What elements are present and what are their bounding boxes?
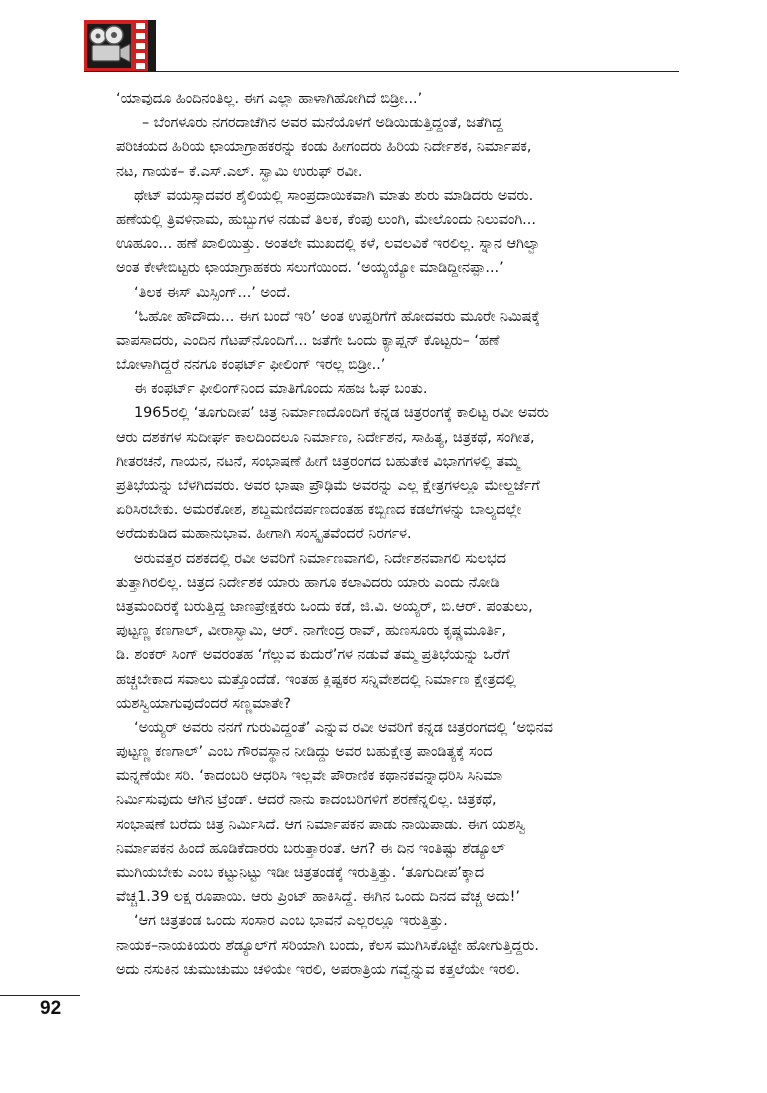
text-line: ಪುಟ್ಟಣ್ಣ ಕಣಗಾಲ್, ವೀರಾಸ್ವಾಮಿ, ಆರ್. ನಾಗೇಂದ್ರ ರಾವ್, ಹುಣಸೂರು ಕೃಷ್ಣಮೂರ್ತಿ, [116,623,506,640]
text-line: ಥೇಟ್ ವಯಸ್ಸಾದವರ ಶೈಲಿಯಲ್ಲಿ ಸಾಂಪ್ರದಾಯಿಕವಾಗಿ ಮಾತು ಶುರು ಮಾಡಿದರು ಅವರು. [134,187,534,204]
header-rule [84,71,679,72]
text-line: ಡಿ. ಶಂಕರ್ ಸಿಂಗ್ ಅವರಂತಹ ‘ಗೆಲ್ಲುವ ಕುದುರೆ’ಗಳ ನಡುವೆ ತಮ್ಮ ಪ್ರತಿಭೆಯನ್ನು ಒರೆಗೆ [116,647,510,664]
article-body [116,87,676,982]
text-line: ‘ಆಗ ಚಿತ್ರತಂಡ ಒಂದು ಸಂಸಾರ ಎಂಬ ಭಾವನೆ ಎಲ್ಲರಲ್ಲೂ ಇರುತ್ತಿತ್ತು. [134,913,448,930]
text-line: ‘ಅಯ್ಯರ್ ಅವರು ನನಗೆ ಗುರುವಿದ್ದಂತೆ’ ಎನ್ನುವ ರವೀ ಅವರಿಗೆ ಕನ್ನಡ ಚಿತ್ರರಂಗದಲ್ಲಿ ‘ಅಭಿನವ [134,719,553,736]
text-line: ನಿರ್ಮಾಪಕನ ಹಿಂದೆ ಹೂಡಿಕೆದಾರರು ಬರುತ್ತಾರಂತೆ. ಆಗ? ಈ ದಿನ ಇಂತಿಷ್ಟು ಶೆಡ್ಯೂಲ್ [116,840,505,857]
text-line: ಪ್ರತಿಭೆಯನ್ನು ಬೆಳಗಿದವರು. ಅವರ ಭಾಷಾ ಪ್ರೌಢಿಮೆ ಅವರನ್ನು ಎಲ್ಲ ಕ್ಷೇತ್ರಗಳಲ್ಲೂ ಮೇಲ್ದರ್ಜೆಗೆ [116,478,540,494]
text-line: ವೆಚ್ಚ1.39 ಲಕ್ಷ ರೂಪಾಯಿ. ಆರು ಪ್ರಿಂಟ್ ಹಾಕಿಸಿದ್ದೆ. ಈಗಿನ ಒಂದು ದಿನದ ವೆಚ್ಚ ಅದು!’ [116,889,520,906]
text-line: 1965ರಲ್ಲಿ ‘ತೂಗುದೀಪ’ ಚಿತ್ರ ನಿರ್ಮಾಣದೊಂದಿಗೆ ಕನ್ನಡ ಚಿತ್ರರಂಗಕ್ಕೆ ಕಾಲಿಟ್ಟ ರವೀ ಅವರು [134,405,549,422]
text-line: ವಾಪಸಾದರು, ಎಂದಿನ ಗೆಟಪ್‌ನೊಂದಿಗೆ... ಜತೆಗೇ ಒಂದು ಕ್ಯಾಪ್ಷನ್ ಕೊಟ್ಟರು– ‘ಹಣೆ [116,332,500,349]
text-line: ಪುಟ್ಟಣ್ಣ ಕಣಗಾಲ್’ ಎಂಬ ಗೌರವಸ್ಥಾನ ನೀಡಿದ್ದು ಅವರ ಬಹುಕ್ಷೇತ್ರ ಪಾಂಡಿತ್ಯಕ್ಕೆ ಸಂದ [116,744,493,761]
text-line: ಊಹೂಂ... ಹಣೆ ಖಾಲಿಯಿತ್ತು. ಅಂತಲೇ ಮುಖದಲ್ಲಿ ಕಳೆ, ಲವಲವಿಕೆ ಇರಲಿಲ್ಲ. ಸ್ನಾನ ಆಗಿಲ್ವಾ [116,236,541,253]
text-line: ಬೋಳಾಗಿದ್ದರೆ ನನಗೂ ಕಂಫರ್ಟ್ ಫೀಲಿಂಗ್ ಇರಲ್ಲ ಬಿಡ್ರೀ..’ [116,357,386,374]
page-number: 92 [40,998,62,1019]
footer-rule [0,995,80,996]
text-line: ಮನ್ನಣೆಯೇ ಸರಿ. ‘ಕಾದಂಬರಿ ಆಧರಿಸಿ ಇಲ್ಲವೇ ಪೌರಾಣಿಕ ಕಥಾನಕವನ್ನಾಧರಿಸಿ ಸಿನಿಮಾ [116,768,503,785]
text-line: ಪರಿಚಯದ ಹಿರಿಯ ಛಾಯಾಗ್ರಾಹಕರನ್ನು ಕಂಡು ಹೀಗಂದರು ಹಿರಿಯ ನಿರ್ದೇಶಕ, ನಿರ್ಮಾಪಕ, [116,139,532,156]
text-line: ಚಿತ್ರಮಂದಿರಕ್ಕೆ ಬರುತ್ತಿದ್ದ ಜಾಣಪ್ರೇಕ್ಷಕರು ಒಂದು ಕಡೆ, ಜಿ.ವಿ. ಅಯ್ಯರ್, ಬಿ.ಆರ್. ಪಂತುಲು, [116,598,533,615]
text-line: ತುತ್ತಾಗಿರಲಿಲ್ಲ. ಚಿತ್ರದ ನಿರ್ದೇಶಕ ಯಾರು ಹಾಗೂ ಕಲಾವಿದರು ಯಾರು ಎಂದು ನೋಡಿ [116,574,500,591]
text-line: ಸಂಭಾಷಣೆ ಬರೆದು ಚಿತ್ರ ನಿರ್ಮಿಸಿದೆ. ಆಗ ನಿರ್ಮಾಪಕನ ಪಾಡು ನಾಯಿಪಾಡು. ಈಗ ಯಶಸ್ವಿ [116,816,526,833]
text-line: ಗೀತರಚನೆ, ಗಾಯನ, ನಟನೆ, ಸಂಭಾಷಣೆ ಹೀಗೆ ಚಿತ್ರರಂಗದ ಬಹುತೇಕ ವಿಭಾಗಗಳಲ್ಲಿ ತಮ್ಮ [116,453,520,470]
text-line: ಏರಿಸಿರಬೇಕು. ಅಮರಕೋಶ, ಶಬ್ದಮಣಿದರ್ಪಣದಂತಹ ಕಬ್ಬಿಣದ ಕಡಲೆಗಳನ್ನು ಬಾಲ್ಯದಲ್ಲೇ [116,502,522,519]
text-line: ನಟ, ಗಾಯಕ– ಕೆ.ಎಸ್.ಎಲ್. ಸ್ವಾಮಿ ಉರುಫ್ ರವೀ. [116,163,363,180]
text-line: ಅರೆದುಕುಡಿದ ಮಹಾನುಭಾವ. ಹೀಗಾಗಿ ಸಂಸ್ಕೃತವೆಂದರೆ ನಿರರ್ಗಳ. [116,526,412,543]
text-line: ಈ ಕಂಫರ್ಟ್ ಫೀಲಿಂಗ್‌ನಿಂದ ಮಾತಿಗೊಂದು ಸಹಜ ಓಘ ಬಂತು. [134,381,428,398]
text-line: ನಿರ್ಮಿಸುವುದು ಆಗಿನ ಟ್ರೆಂಡ್. ಆದರೆ ನಾನು ಕಾದಂಬರಿಗಳಿಗೆ ಶರಣೆನ್ನಲಿಲ್ಲ. ಚಿತ್ರಕಥೆ, [116,792,497,809]
text-line: ‘ಯಾವುದೂ ಹಿಂದಿನಂತಿಲ್ಲ. ಈಗ ಎಲ್ಲಾ ಹಾಳಾಗಿಹೋಗಿದೆ ಬಿಡ್ರೀ...’ [116,91,423,107]
text-line: ಮುಗಿಯಬೇಕು ಎಂಬ ಕಟ್ಟುನಿಟ್ಟು ಇಡೀ ಚಿತ್ರತಂಡಕ್ಕೆ ಇರುತ್ತಿತ್ತು. ‘ತೂಗುದೀಪ’ಕ್ಕಾದ [116,865,485,881]
text-line: ಹಚ್ಚಬೇಕಾದ ಸವಾಲು ಮತ್ತೊಂದೆಡೆ. ಇಂತಹ ಕ್ಲಿಷ್ಟಕರ ಸನ್ನಿವೇಶದಲ್ಲಿ ನಿರ್ಮಾಣ ಕ್ಷೇತ್ರದಲ್ಲಿ [116,671,516,688]
text-line: ಯಶಸ್ವಿಯಾಗುವುದೆಂದರೆ ಸಣ್ಣಮಾತೇ? [116,695,292,712]
text-line: ಅಂತ ಕೇಳೇಬಿಟ್ಟರು ಛಾಯಾಗ್ರಾಹಕರು ಸಲುಗೆಯಿಂದ. ‘ಅಯ್ಯಯ್ಯೋ ಮಾಡಿದ್ದೀನಪ್ಪಾ...’ [116,260,504,277]
film-camera-icon [84,20,156,72]
text-line: ‘ತಿಲಕ ಈಸ್ ಮಿಸ್ಸಿಂಗ್...’ ಅಂದೆ. [134,284,291,301]
text-line: ನಾಯಕ–ನಾಯಕಿಯರು ಶೆಡ್ಯೂಲ್‌ಗೆ ಸರಿಯಾಗಿ ಬಂದು, ಕೆಲಸ ಮುಗಿಸಿಕೊಟ್ಟೇ ಹೋಗುತ್ತಿದ್ದರು. [116,937,539,954]
text-line: ಅರುವತ್ತರ ದಶಕದಲ್ಲಿ ರವೀ ಅವರಿಗೆ ನಿರ್ಮಾಣವಾಗಲಿ, ನಿರ್ದೇಶನವಾಗಲಿ ಸುಲಭದ [134,550,506,567]
text-line: ಅದು ನಸುಕಿನ ಚುಮುಚುಮು ಚಳಿಯೇ ಇರಲಿ, ಅಪರಾತ್ರಿಯ ಗವ್ವೆನ್ನುವ ಕತ್ತಲೆಯೇ ಇರಲಿ. [116,961,520,978]
text-line: ‘ಓಹೋ ಹೌದೌದು... ಈಗ ಬಂದೆ ಇರಿ’ ಅಂತ ಉಪ್ಪರಿಗೆಗೆ ಹೋದವರು ಮೂರೇ ನಿಮಿಷಕ್ಕೆ [134,308,540,325]
text-line: ಹಣೆಯಲ್ಲಿ ತ್ರಿವಳಿನಾಮ, ಹುಬ್ಬುಗಳ ನಡುವೆ ತಿಲಕ, ಕೆಂಪು ಲುಂಗಿ, ಮೇಲೊಂದು ನಿಲುವಂಗಿ... [116,211,536,228]
text-line: ಆರು ದಶಕಗಳ ಸುದೀರ್ಘ ಕಾಲದಿಂದಲೂ ನಿರ್ಮಾಣ, ನಿರ್ದೇಶನ, ಸಾಹಿತ್ಯ, ಚಿತ್ರಕಥೆ, ಸಂಗೀತ, [116,429,535,446]
text-line: – ಬೆಂಗಳೂರು ನಗರದಾಚೆಗಿನ ಅವರ ಮನೆಯೊಳಗೆ ಅಡಿಯಿಡುತ್ತಿದ್ದಂತೆ, ಜತೆಗಿದ್ದ [142,115,503,132]
